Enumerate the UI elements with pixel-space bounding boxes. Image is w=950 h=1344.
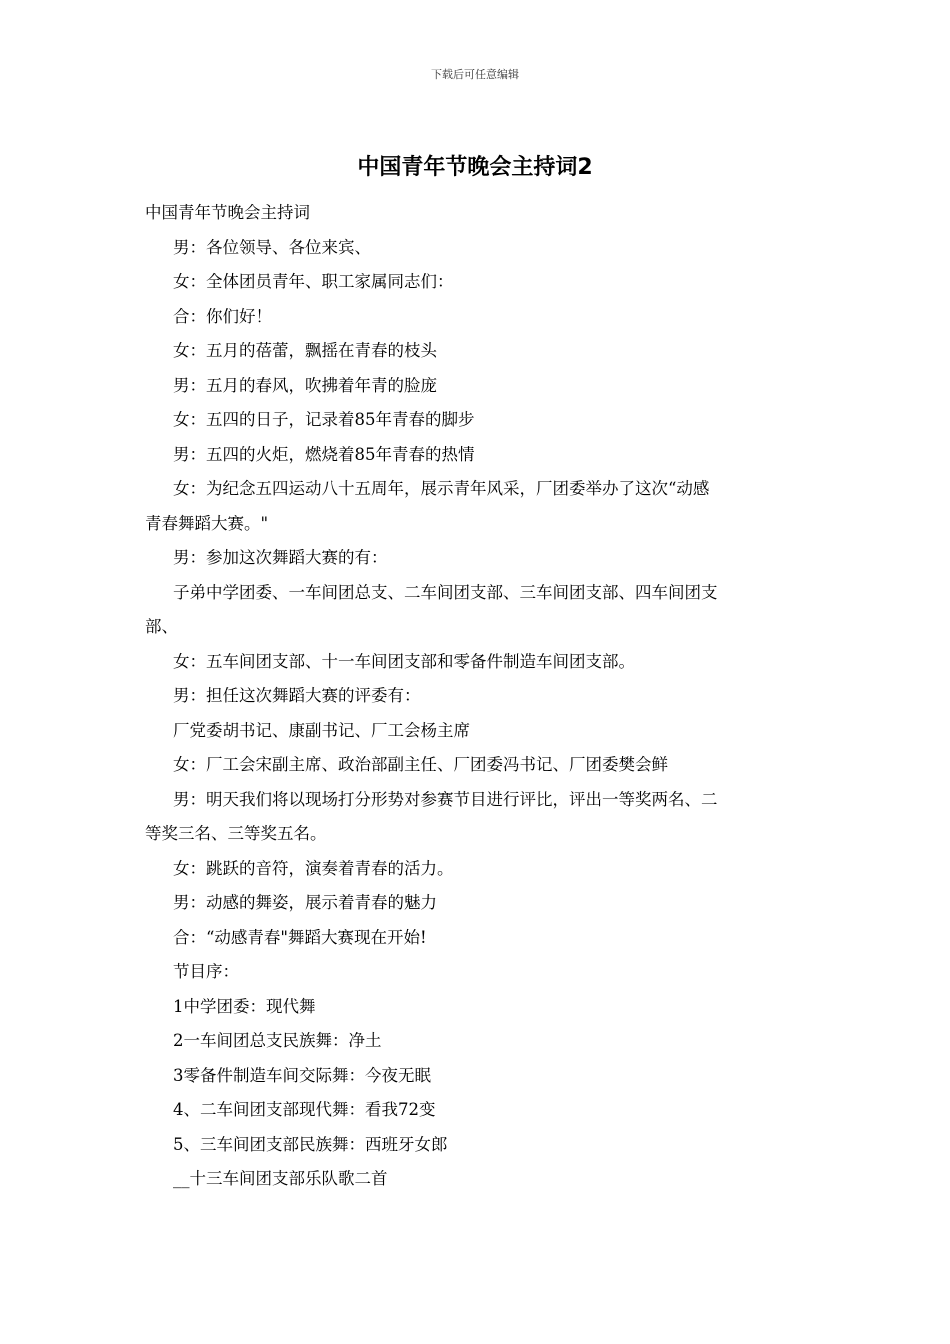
- paragraph-anniversary-line2: 青春舞蹈大赛。": [145, 513, 269, 533]
- script-line: 男：各位领导、各位来宾、: [173, 237, 371, 257]
- paragraph-awards-line2: 等奖三名、三等奖五名。: [145, 824, 327, 843]
- document-body: [145, 196, 810, 1197]
- script-line: 女：跳跃的音符，演奏着青春的活力。: [173, 858, 454, 878]
- script-line: 合：“动感青春"舞蹈大赛现在开始!: [173, 927, 427, 947]
- script-line: 男：五四的火炬，燃烧着85年青春的热情: [173, 444, 475, 464]
- program-heading: 节目序：: [173, 962, 239, 981]
- script-line-participants: 男：参加这次舞蹈大赛的有：: [173, 548, 388, 567]
- document-title: 中国青年节晚会主持词2: [357, 155, 593, 180]
- script-line: 女：五四的日子，记录着85年青春的脚步: [173, 410, 475, 429]
- program-item: __十三车间团支部乐队歌二首: [173, 1169, 388, 1188]
- script-line: 男：五月的春风，吹拂着年青的脸庞: [173, 375, 437, 395]
- script-line: 合：你们好！: [173, 306, 272, 326]
- program-item: 3零备件制造车间交际舞：今夜无眠: [173, 1065, 431, 1085]
- script-line: 女：五月的蓓蕾，飘摇在青春的枝头: [173, 341, 437, 360]
- script-line: 厂党委胡书记、康副书记、厂工会杨主席: [173, 720, 470, 740]
- program-item: 5、三车间团支部民族舞：西班牙女郎: [173, 1134, 448, 1154]
- paragraph-participants-line2: 部、: [145, 617, 178, 636]
- script-line: 男：担任这次舞蹈大赛的评委有：: [173, 686, 421, 705]
- paragraph-participants-line1: 子弟中学团委、一车间团总支、二车间团支部、三车间团支部、四车间团支: [173, 582, 718, 602]
- header-note: 下载后可任意编辑: [431, 68, 519, 81]
- script-line: 女：全体团员青年、职工家属同志们：: [173, 272, 454, 291]
- script-line: 女：厂工会宋副主席、政治部副主任、厂团委冯书记、厂团委樊会鲜: [173, 755, 668, 774]
- intro-line: 中国青年节晚会主持词: [145, 203, 310, 222]
- script-line: 男：动感的舞姿，展示着青春的魅力: [173, 893, 437, 912]
- program-item: 2一车间团总支民族舞：净土: [173, 1031, 382, 1050]
- program-item: 1中学团委：现代舞: [173, 996, 316, 1016]
- program-item: 4、二车间团支部现代舞：看我72变: [173, 1100, 436, 1119]
- paragraph-anniversary-line1: 女：为纪念五四运动八十五周年，展示青年风采，厂团委举办了这次“动感: [173, 479, 710, 498]
- paragraph-awards-line1: 男：明天我们将以现场打分形势对参赛节目进行评比，评出一等奖两名、二: [173, 789, 718, 809]
- script-line: 女：五车间团支部、十一车间团支部和零备件制造车间团支部。: [173, 651, 635, 671]
